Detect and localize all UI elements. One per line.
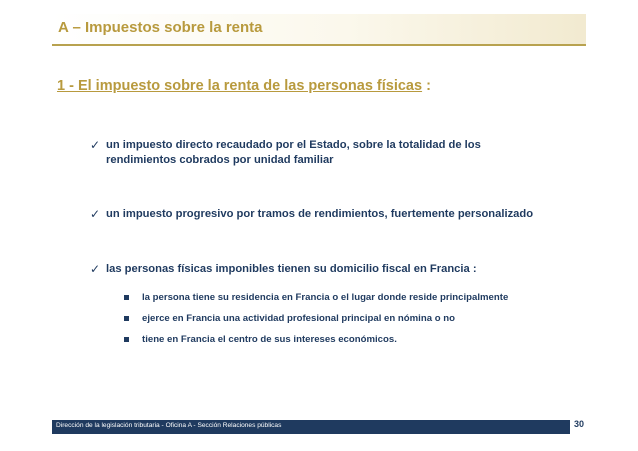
check-item [90,262,590,277]
section-title-text: 1 - El impuesto sobre la renta de las personas físicas [57,78,423,94]
check-item-line: un impuesto progresivo por tramos de rendimientos, fuertemente personalizado [106,208,534,220]
check-item-line: un impuesto directo recaudado por el Estado, sobre la totalidad de los [106,139,481,151]
check-icon: ✓ [90,138,101,152]
check-item-line: rendimientos cobrados por unidad familiar [106,154,334,166]
header-bar [52,14,586,46]
check-item-line: las personas físicas imponibles tienen su domicilio fiscal en Francia : [106,263,477,275]
list-item-text: tiene en Francia el centro de sus intereses económicos. [142,334,397,345]
footer-text: Dirección de la legislación tributaria - Oficina A - Sección Relaciones públicas [56,422,282,429]
footer-bar [52,420,570,434]
square-bullet-icon [124,316,129,321]
check-item [90,138,590,168]
check-item [90,207,590,222]
section-title-suffix: : [422,78,431,94]
section-title [57,78,431,94]
list-item [124,292,584,304]
square-bullet-icon [124,337,129,342]
list-item [124,313,584,325]
page-title: A – Impuestos sobre la renta [58,19,263,36]
list-item-text: ejerce en Francia una actividad profesional principal en nómina o no [142,313,455,324]
square-bullet-icon [124,295,129,300]
check-icon: ✓ [90,262,101,276]
check-icon: ✓ [90,207,101,221]
page-number: 30 [574,419,585,429]
list-item [124,334,584,346]
list-item-text: la persona tiene su residencia en Francia o el lugar donde reside principalmente [142,292,509,303]
